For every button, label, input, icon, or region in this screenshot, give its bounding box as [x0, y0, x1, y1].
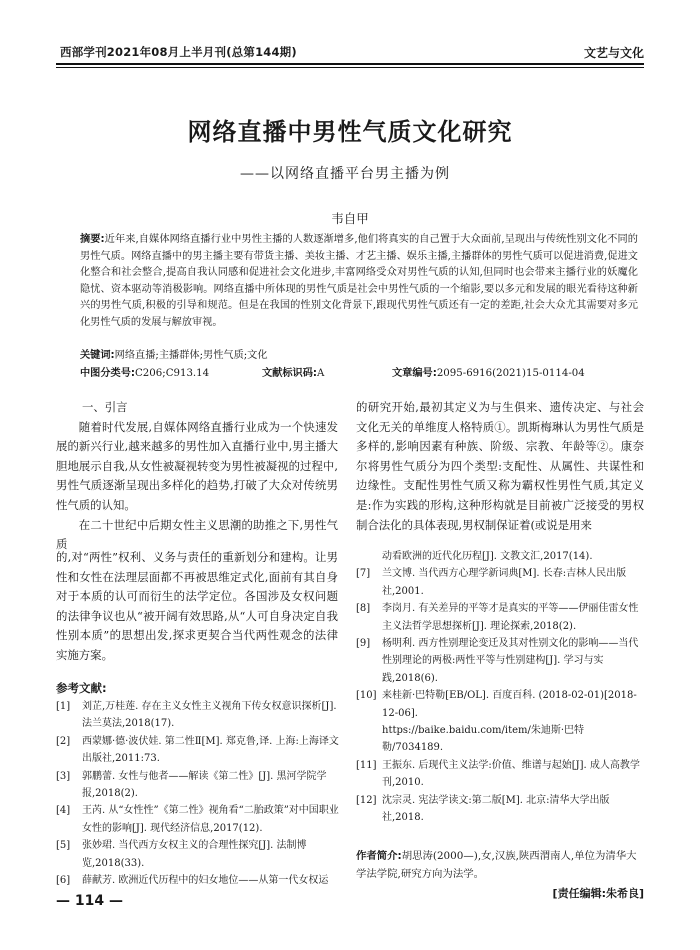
- reference-item: [56, 698, 340, 733]
- article-author: 韦自甲: [331, 211, 369, 226]
- reference-text: 郭鹏蕾. 女性与他者——解读《第二性》[J]. 黑河学院学报,2018(2).: [82, 770, 327, 800]
- reference-item: [356, 687, 644, 722]
- reference-number: [7]: [356, 568, 371, 580]
- reference-number: [3]: [56, 770, 71, 782]
- reference-text: 薛献芳. 欧洲近代历程中的妇女地位——从第一代女权运: [82, 875, 329, 887]
- references-title: 参考文献:: [56, 681, 107, 695]
- body-paragraph-continued: 的研究开始,最初其定义为与生俱来、遗传决定、与社会文化无关的单维度人格特质①。凯斯梅琳认为男性气质是多样的,影响因素有种族、阶级、宗教、年龄等②。康奈尔将男性气质分为四个类型:支配性、从属性、共谋性和边缘性。支配性男性气质又称为霸权性男性气质,其定义是:作为实践的形构,这种形构就是目前被广泛接受的男权制合法化的具体表现,男权制保证着(或说是用来: [356, 400, 644, 532]
- reference-text: 刘芷,万桂莲. 存在主义女性主义视角下传女权意识探析[J]. 法兰莫法,2018(17).: [82, 701, 337, 730]
- reference-item: [356, 600, 644, 635]
- reference-text: 沈宗灵. 宪法学读文:第二版[M]. 北京:清华大学出版社,2018.: [382, 794, 610, 824]
- reference-text: https://baike.baidu.com/item/朱迪斯·巴特勒/7034189.: [382, 725, 585, 754]
- reference-item: [356, 722, 644, 757]
- reference-text: 杨明利. 西方性别理论变迁及其对性别文化的影响——当代性别理论的两极:两性平等与性别建构[J]. 学习与实践,2018(6).: [382, 638, 639, 684]
- journal-header: 西部学刊2021年08月上半月刊(总第144期): [60, 45, 297, 59]
- reference-number: [2]: [56, 735, 71, 747]
- body-paragraph-conclusion: 的,对“两性”权利、义务与责任的重新划分和建构。让男性和女性在法理层面都不再被思维定式化,面前有其自身对于本质的认可而衍生的法学定位。各国涉及女权问题的法律争议也从“被开阔有效思路,从“人可自身决定自我性别本质”的思想出发,探求更契合当代两性观念的法律实施方案。: [56, 550, 338, 662]
- reference-item: [356, 757, 644, 792]
- reference-number: [1]: [56, 701, 71, 712]
- reference-text: 来桂新·巴特勒[EB/OL]. 百度百科. (2018-02-01)[2018-12-06].: [382, 690, 637, 719]
- page-number: — 114 —: [56, 893, 123, 909]
- body-left-top: [56, 398, 338, 555]
- reference-number: [6]: [56, 875, 71, 887]
- keywords: [80, 346, 268, 361]
- abstract: [80, 232, 638, 331]
- clc-number: [80, 364, 209, 379]
- author-intro-label: 作者简介:: [356, 850, 402, 862]
- header-rule-thick: [56, 63, 644, 65]
- abstract-text: 近年来,自媒体网络直播行业中男性主播的人数逐渐增多,他们将真实的自己置于大众面前,呈现出与传统性别文化不同的男性气质。网络直播中的男主播主要有带货主播、美妆主播、才艺主播、娱乐主播,主播群体的男性气质可以促进消费,促进文化整合和社会整合,提高自我认同感和促进社会文化进步,丰富网络受众对男性气质的认知,但同时也会带来主播行业的妖魔化隐忧、资本驱动等消极影响。网络直播中所体现的男性气质是社会中男性气质的一个缩影,要以多元和发展的眼光看待这种新兴的男性气质,积极的引导和规范。但是在我国的性别文化背景下,跟现代男性气质还有一定的差距,社会大众尤其需要对多元化男性气质的发展与解放审视。: [80, 234, 638, 328]
- article-number-label: 文章编号:: [392, 368, 437, 379]
- reference-text: 西蒙娜·德·波伏娃. 第二性Ⅱ[M]. 郑克鲁,译. 上海:上海译文出版社,2011:73.: [82, 735, 339, 765]
- reference-item: [56, 802, 340, 837]
- reference-number: [9]: [356, 638, 371, 650]
- article-subtitle: ——以网络直播平台男主播为例: [240, 166, 450, 182]
- references-list-left: [56, 698, 340, 889]
- reference-item: [356, 635, 644, 687]
- clc-label: 中图分类号:: [80, 368, 136, 379]
- header-rule-thin: [56, 67, 644, 68]
- article-number-value: 2095-6916(2021)15-0114-04: [436, 368, 585, 379]
- body-left-mid: [56, 548, 338, 666]
- reference-text: 张妙珺. 当代西方女权主义的合理性探究[J]. 法制博览,2018(33).: [82, 840, 307, 869]
- reference-number: [4]: [56, 805, 71, 817]
- reference-item: [356, 792, 644, 827]
- reference-text: 动看欧洲的近代化历程[J]. 文教文汇,2017(14).: [382, 551, 593, 562]
- body-right-top: [356, 398, 644, 535]
- document-code-label: 文献标识码:: [262, 368, 318, 379]
- keywords-text: 网络直播;主播群体;男性气质;文化: [114, 350, 268, 361]
- reference-text: 王芮. 从“女性性”《第二性》视角看“二胎政策”对中国职业女性的影响[J]. 现代经济信息,2017(12).: [82, 805, 339, 834]
- reference-item: [56, 872, 340, 889]
- reference-item: [56, 768, 340, 803]
- abstract-label: 摘要:: [80, 234, 105, 245]
- reference-number: [8]: [356, 603, 371, 615]
- reference-text: 李岗月. 有关差异的平等才是真实的平等——伊丽佳雷女性主义法哲学思想探析[J]. 理论探索,2018(2).: [382, 603, 639, 632]
- reference-item: [356, 548, 644, 565]
- clc-value: C206;C913.14: [135, 368, 210, 379]
- column-name: 文艺与文化: [583, 46, 644, 60]
- reference-number: [12]: [356, 794, 377, 806]
- article-title: 网络直播中男性气质文化研究: [187, 118, 513, 146]
- reference-number: [11]: [356, 759, 377, 771]
- document-code-value: A: [317, 368, 325, 379]
- reference-item: [56, 733, 340, 768]
- section-heading: 一、引言: [82, 400, 128, 414]
- body-paragraph-1: 随着时代发展,自媒体网络直播行业成为一个快速发展的新兴行业,越来越多的男性加入直播行业中,男主播大胆地展示自我,从女性被凝视转变为男性被凝视的过程中,男性气质逐渐呈现出多样化的趋势,打破了大众对传统男性气质的认知。: [56, 419, 338, 512]
- reference-number: [356, 722, 382, 757]
- keywords-label: 关键词:: [80, 350, 115, 361]
- author-introduction: [356, 848, 644, 883]
- references-list-right: [356, 548, 644, 827]
- reference-number: [10]: [356, 690, 377, 702]
- author-intro-text: 胡思涛(2000—),女,汉族,陕西渭南人,单位为清华大学法学院,研究方向为法学。: [356, 850, 637, 880]
- reference-item: [356, 565, 644, 600]
- reference-number: [356, 548, 382, 565]
- article-number: [392, 364, 585, 379]
- reference-text: 王振东. 后现代主义法学:价值、维谱与起始[J]. 成人高教学刊,2010.: [382, 759, 640, 789]
- reference-number: [5]: [56, 840, 71, 852]
- document-code: [262, 364, 324, 379]
- reference-item: [56, 837, 340, 872]
- body-paragraph-2: 在二十世纪中后期女性主义思潮的助推之下,男性气质: [56, 517, 338, 552]
- responsible-editor: [责任编辑:朱希良]: [552, 887, 644, 900]
- reference-text: 兰文博. 当代西方心理学新词典[M]. 长春:吉林人民出版社,2001.: [382, 568, 627, 597]
